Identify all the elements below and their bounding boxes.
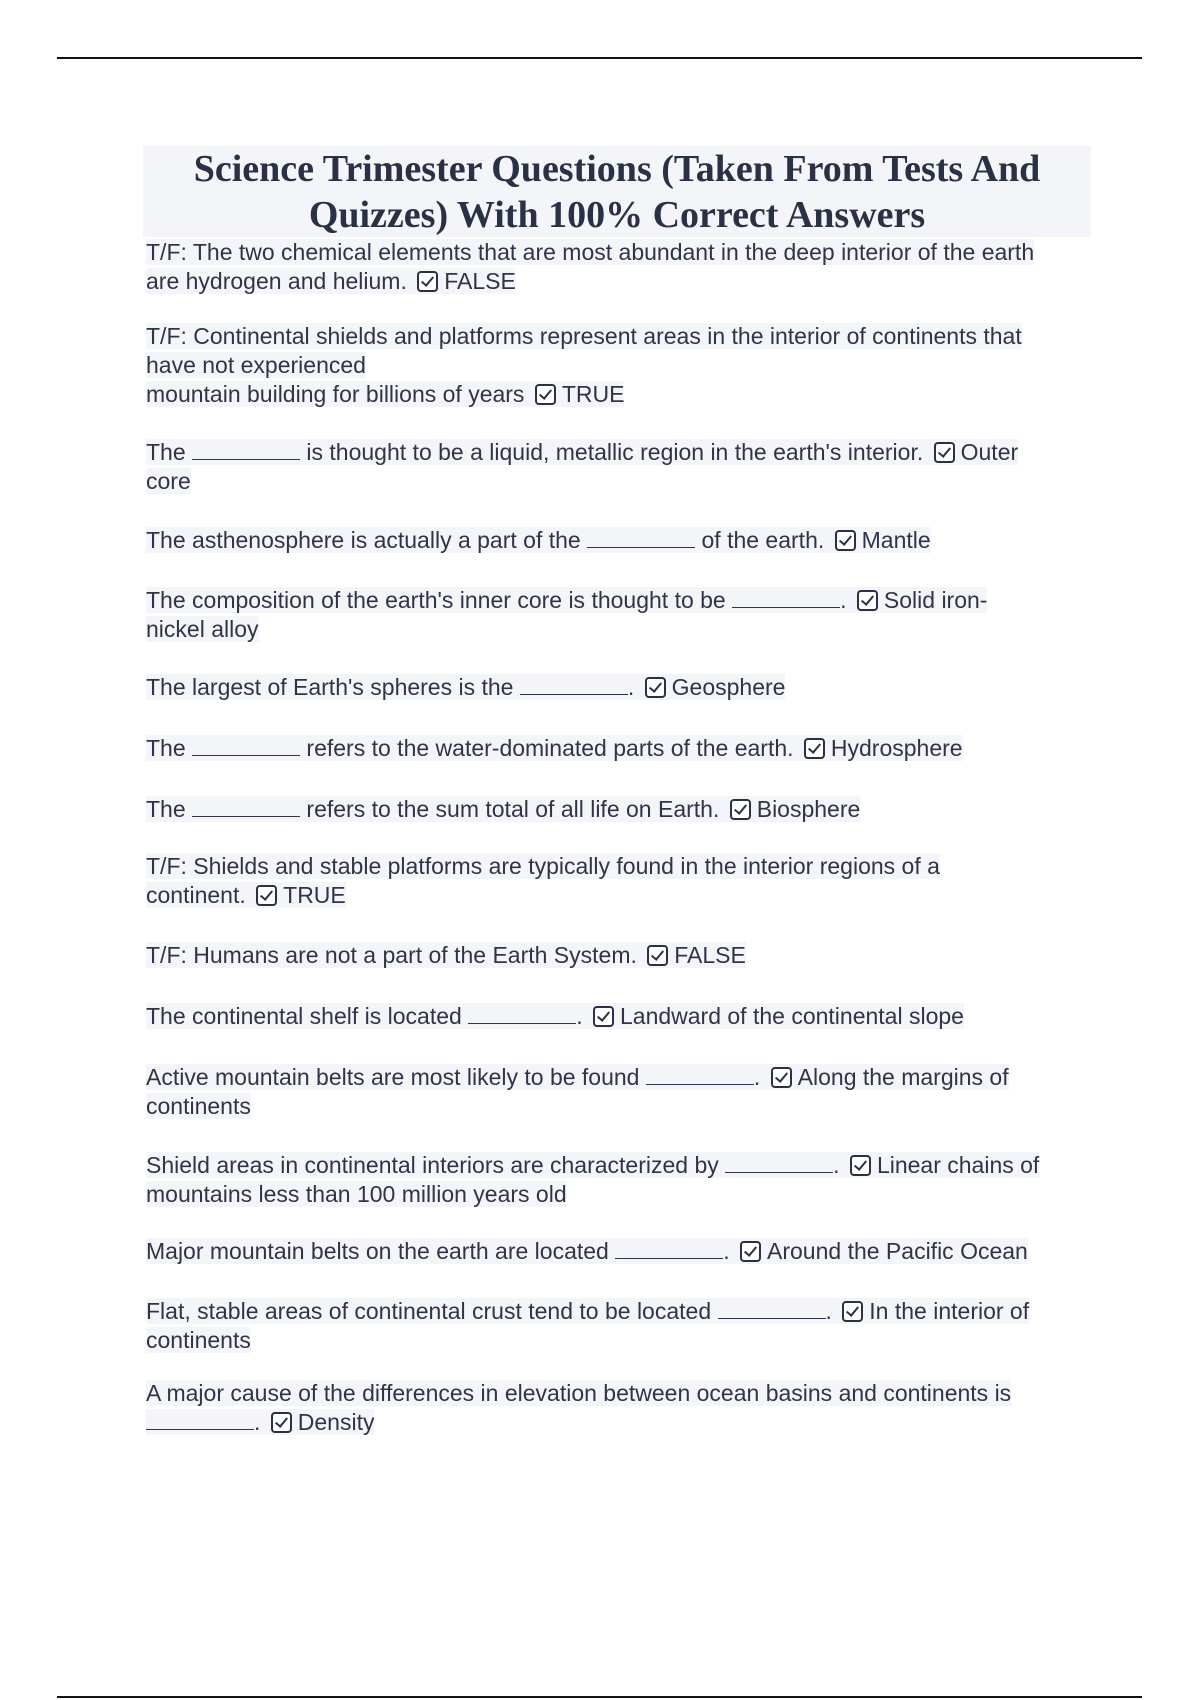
checkbox-checked-icon (417, 271, 438, 292)
answer-text: mountains less than 100 million years old (146, 1181, 567, 1207)
bottom-rule (57, 1696, 1142, 1698)
checkbox-checked-icon (593, 1006, 614, 1027)
checkbox-checked-icon (771, 1067, 792, 1088)
answer-text: core (146, 468, 191, 494)
question-text: . (627, 674, 635, 700)
checkbox-checked-icon (835, 530, 856, 551)
answer-text: Landward of the continental slope (619, 1003, 964, 1029)
answer-text: nickel alloy (146, 616, 259, 642)
checkbox-checked-icon (842, 1301, 863, 1322)
question-text: refers to the water-dominated parts of the earth. (306, 735, 794, 761)
question-text: refers to the sum total of all life on Earth. (306, 796, 720, 822)
answer-text: Solid iron- (883, 587, 988, 613)
checkbox-checked-icon (535, 384, 556, 405)
answer-text: Around the Pacific Ocean (767, 1238, 1028, 1264)
document-title (143, 146, 1091, 237)
answer-blank (192, 796, 300, 817)
question-item (146, 438, 1096, 496)
checkbox-checked-icon (850, 1155, 871, 1176)
answer-text: Hydrosphere (830, 735, 963, 761)
question-item (146, 673, 1096, 702)
answer-text: continents (146, 1327, 251, 1353)
answer-text: Outer (960, 439, 1019, 465)
answer-blank (587, 527, 695, 548)
question-text: T/F: Shields and stable platforms are typically found in the interior regions of a (146, 853, 940, 879)
question-text: is thought to be a liquid, metallic region in the earth's interior. (306, 439, 924, 465)
question-item (146, 941, 1096, 970)
answer-text: FALSE (674, 942, 746, 968)
question-text: T/F: The two chemical elements that are most abundant in the deep interior of the earth (146, 239, 1035, 265)
answer-blank (646, 1064, 754, 1085)
top-rule (57, 57, 1142, 59)
checkbox-checked-icon (271, 1412, 292, 1433)
question-text: The (146, 735, 186, 761)
answer-text: TRUE (561, 381, 625, 407)
question-text: Major mountain belts on the earth are located (146, 1238, 609, 1264)
question-text: . (723, 1238, 730, 1264)
question-text: continent. (146, 882, 246, 908)
answer-blank (192, 439, 300, 460)
question-text: Active mountain belts are most likely to be found (146, 1064, 640, 1090)
answer-text: Mantle (861, 527, 931, 553)
question-list (146, 238, 1096, 1437)
question-text: A major cause of the differences in elevation between ocean basins and continents is (146, 1380, 1012, 1406)
answer-blank (615, 1238, 723, 1259)
question-item (146, 1002, 1096, 1031)
question-text: Shield areas in continental interiors are characterized by (146, 1152, 719, 1178)
question-text: The composition of the earth's inner core is thought to be (146, 587, 726, 613)
checkbox-checked-icon (647, 945, 668, 966)
answer-blank (146, 1409, 254, 1430)
question-item (146, 586, 1096, 644)
question-text: The continental shelf is located (146, 1003, 462, 1029)
answer-text: Biosphere (756, 796, 861, 822)
checkbox-checked-icon (730, 799, 751, 820)
answer-blank (520, 674, 628, 695)
checkbox-checked-icon (645, 677, 666, 698)
answer-text: Linear chains of (876, 1152, 1040, 1178)
question-item (146, 526, 1096, 555)
question-text: have not experienced (146, 352, 366, 378)
question-item (146, 1297, 1096, 1355)
question-text: Flat, stable areas of continental crust tend to be located (146, 1298, 712, 1324)
question-text: The largest of Earth's spheres is the (146, 674, 514, 700)
answer-blank (468, 1003, 576, 1024)
checkbox-checked-icon (934, 442, 955, 463)
answer-blank (725, 1152, 833, 1173)
checkbox-checked-icon (857, 590, 878, 611)
checkbox-checked-icon (804, 738, 825, 759)
title-line-1: Science Trimester Questions (Taken From Tests And (193, 148, 1041, 190)
question-item (146, 795, 1096, 824)
answer-blank (732, 587, 840, 608)
question-text: The asthenosphere is actually a part of the (146, 527, 581, 553)
question-text: . (840, 587, 847, 613)
answer-text: FALSE (444, 268, 516, 294)
question-text: . (753, 1064, 761, 1090)
question-item (146, 1237, 1096, 1266)
question-text: T/F: Humans are not a part of the Earth System. (146, 942, 637, 968)
question-item (146, 322, 1096, 409)
question-text: . (825, 1298, 832, 1324)
question-item (146, 852, 1096, 910)
question-item (146, 1379, 1096, 1437)
question-text: The (146, 439, 186, 465)
answer-text: Density (297, 1409, 375, 1435)
answer-text: continents (146, 1093, 251, 1119)
answer-text: Geosphere (671, 674, 786, 700)
answer-text: Along the margins of (797, 1064, 1009, 1090)
question-item (146, 238, 1096, 296)
question-item (146, 1151, 1096, 1209)
question-item (146, 1063, 1096, 1121)
question-text: . (833, 1152, 840, 1178)
answer-blank (192, 735, 300, 756)
question-item (146, 734, 1096, 763)
answer-text: TRUE (283, 882, 346, 908)
question-text: . (576, 1003, 583, 1029)
question-text: of the earth. (701, 527, 825, 553)
answer-blank (718, 1298, 826, 1319)
question-text: . (254, 1409, 261, 1435)
question-text: T/F: Continental shields and platforms represent areas in the interior of continents that (146, 323, 1022, 349)
question-text: mountain building for billions of years (146, 381, 525, 407)
checkbox-checked-icon (256, 885, 277, 906)
title-line-2: Quizzes) With 100% Correct Answers (308, 194, 926, 236)
checkbox-checked-icon (740, 1241, 761, 1262)
question-text: are hydrogen and helium. (146, 268, 407, 294)
answer-text: In the interior of (869, 1298, 1030, 1324)
question-text: The (146, 796, 186, 822)
